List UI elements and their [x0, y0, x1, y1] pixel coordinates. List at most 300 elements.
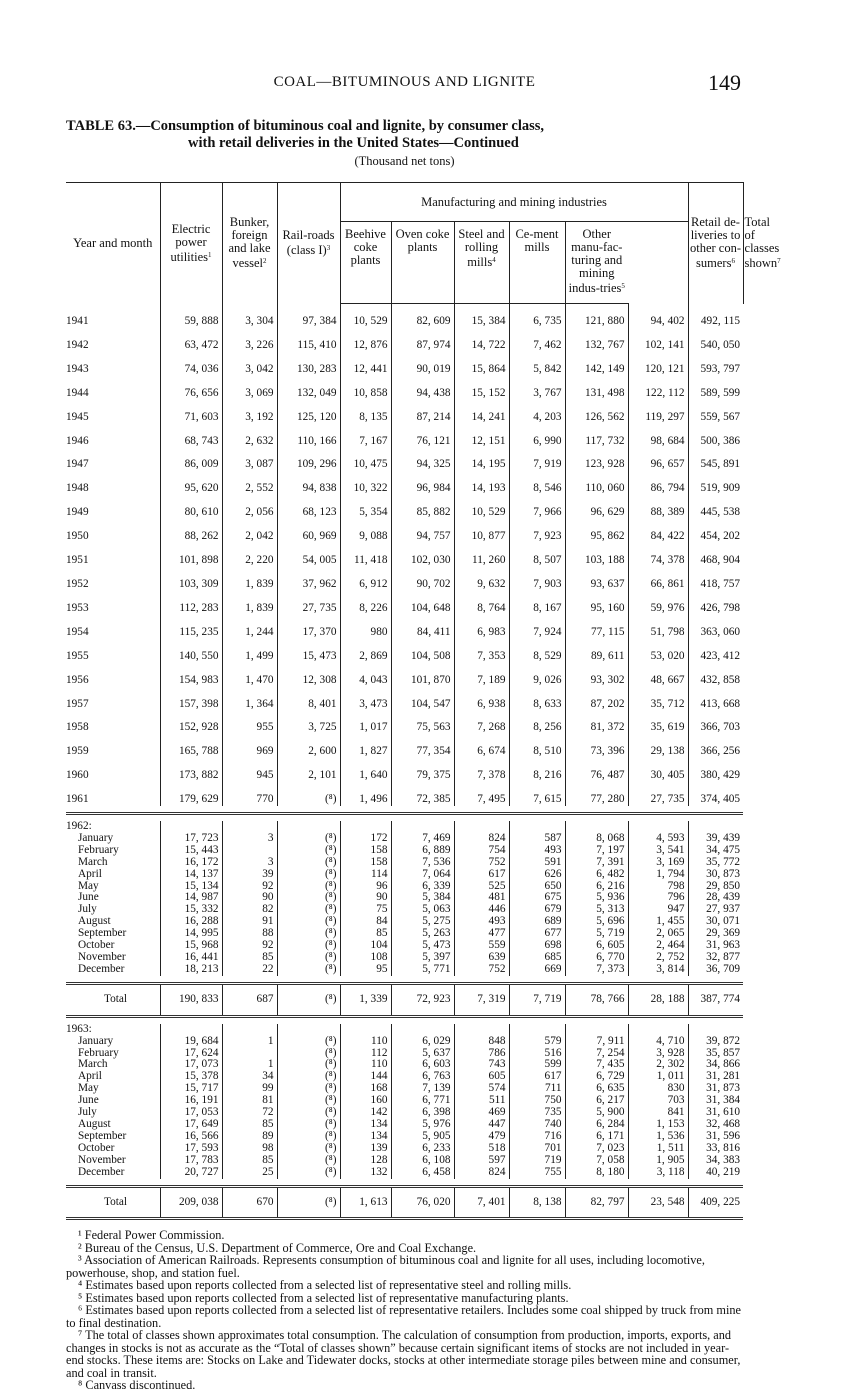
table-cell: 599: [509, 1059, 565, 1071]
table-cell: 51, 798: [628, 615, 688, 639]
table-cell: 824: [454, 1167, 509, 1179]
table-cell: 110, 060: [565, 471, 628, 495]
row-label: September: [78, 927, 127, 940]
table-cell: 27, 735: [277, 591, 340, 615]
footnote-7: ⁷ The total of classes shown approximates total consumption. The calculation of consumption from production, imports, exports, and changes in stocks is not as accurate as the “Total of classes shown” because certain significant items of stocks are not included in year-end stocks. These items are: Stocks on Lake and Tidewater docks, stocks at other intermediate storage piles between mine and consumer, and coal in transit.: [66, 1328, 741, 1380]
table-cell: 7, 139: [391, 1083, 454, 1095]
table-row: [66, 904, 743, 916]
table-cell: 104, 648: [391, 591, 454, 615]
table-cell: 8, 216: [509, 758, 565, 782]
table-cell: 841: [628, 1107, 688, 1119]
table-cell: 72, 923: [391, 985, 454, 1016]
table-cell: 7, 064: [391, 869, 454, 881]
table-cell: [222, 845, 277, 857]
table-cell: 14, 193: [454, 471, 509, 495]
table-cell: 72: [222, 1107, 277, 1119]
table-cell: 7, 615: [509, 782, 565, 806]
table-row: [66, 663, 743, 687]
table-cell: 593, 797: [688, 352, 743, 376]
table-cell: 12, 441: [340, 352, 391, 376]
table-cell: 74, 378: [628, 543, 688, 567]
table-cell: 1, 244: [222, 615, 277, 639]
table-cell: 7, 189: [454, 663, 509, 687]
table-cell: 7, 373: [565, 964, 628, 976]
table-cell: 3, 814: [628, 964, 688, 976]
table-cell: 15, 384: [454, 304, 509, 328]
table-cell: 66, 861: [628, 567, 688, 591]
table-cell: 2, 056: [222, 495, 277, 519]
table-cell: 15, 378: [160, 1071, 222, 1083]
row-label: 1946: [66, 434, 89, 447]
table-cell: (⁸): [277, 1119, 340, 1131]
table-cell: 16, 191: [160, 1095, 222, 1107]
table-cell: 7, 401: [454, 1188, 509, 1219]
table-cell: 17, 593: [160, 1143, 222, 1155]
table-row: [66, 447, 743, 471]
row-label: February: [78, 1046, 119, 1059]
table-cell: 48, 667: [628, 663, 688, 687]
table-cell: 8, 135: [340, 400, 391, 424]
table-row: [66, 857, 743, 869]
table-cell: 92: [222, 940, 277, 952]
table-cell: (⁸): [277, 1059, 340, 1071]
row-label: 1949: [66, 506, 89, 519]
table-cell: 1, 839: [222, 567, 277, 591]
table-cell: 701: [509, 1143, 565, 1155]
table-row: [66, 519, 743, 543]
col-header-oven: Oven coke plants: [391, 222, 454, 304]
table-cell: 6, 339: [391, 881, 454, 893]
row-label: 1955: [66, 649, 89, 662]
table-cell: 112, 283: [160, 591, 222, 615]
table-cell: 165, 788: [160, 734, 222, 758]
table-cell: 5, 842: [509, 352, 565, 376]
table-cell: 518: [454, 1143, 509, 1155]
table-cell: 716: [509, 1131, 565, 1143]
table-cell: 179, 629: [160, 782, 222, 806]
table-cell: 830: [628, 1083, 688, 1095]
table-cell: 2, 464: [628, 940, 688, 952]
table-cell: 119, 297: [628, 400, 688, 424]
table-cell: 90, 702: [391, 567, 454, 591]
table-cell: 7, 923: [509, 519, 565, 543]
table-cell: 516: [509, 1048, 565, 1060]
table-cell: 3, 928: [628, 1048, 688, 1060]
monthly-rows-1963: [66, 1036, 743, 1186]
table-cell: 97, 384: [277, 304, 340, 328]
table-cell: 2, 065: [628, 928, 688, 940]
table-cell: (⁸): [277, 916, 340, 928]
table-cell: 82, 609: [391, 304, 454, 328]
table-cell: 426, 798: [688, 591, 743, 615]
table-cell: 7, 197: [565, 845, 628, 857]
table-row: [66, 376, 743, 400]
table-cell: 5, 063: [391, 904, 454, 916]
table-cell: 446: [454, 904, 509, 916]
table-cell: 16, 288: [160, 916, 222, 928]
table-cell: 80, 610: [160, 495, 222, 519]
table-row: [66, 1048, 743, 1060]
table-cell: 6, 398: [391, 1107, 454, 1119]
table-row: [66, 591, 743, 615]
row-label: February: [78, 843, 119, 856]
table-cell: 5, 976: [391, 1119, 454, 1131]
table-cell: 9, 088: [340, 519, 391, 543]
table-cell: 6, 938: [454, 687, 509, 711]
table-cell: 5, 313: [565, 904, 628, 916]
table-row: [66, 845, 743, 857]
table-cell: 17, 649: [160, 1119, 222, 1131]
table-cell: 132, 049: [277, 376, 340, 400]
table-cell: 8, 507: [509, 543, 565, 567]
table-cell: 101, 898: [160, 543, 222, 567]
table-cell: 468, 904: [688, 543, 743, 567]
row-label: July: [78, 1106, 97, 1119]
table-row: [66, 940, 743, 952]
table-cell: 35, 712: [628, 687, 688, 711]
table-cell: 115, 235: [160, 615, 222, 639]
table-cell: 945: [222, 758, 277, 782]
table-cell: 689: [509, 916, 565, 928]
table-cell: 85: [222, 952, 277, 964]
table-cell: 90, 019: [391, 352, 454, 376]
table-cell: 479: [454, 1131, 509, 1143]
table-cell: 7, 911: [565, 1036, 628, 1048]
table-cell: 17, 723: [160, 833, 222, 845]
table-cell: 140, 550: [160, 639, 222, 663]
table-cell: 6, 482: [565, 869, 628, 881]
table-cell: 4, 043: [340, 663, 391, 687]
table-cell: 743: [454, 1059, 509, 1071]
table-cell: 87, 214: [391, 400, 454, 424]
consumption-table: Year and month Electric power utilities$^1$ Bunker, foreign and lake vessel$^2$ Rail-roads (class I)$^3$ Manufacturing and mining industries Retail de-liveries to other con-sumers$^6$ Total of classes shown$^7$ Beehive coke plants Oven coke plants Steel and rolling mills$^4$ Ce-ment mills Other manu-fac-turing and mining indus-tries$^5$ 1941 59, 888 3, 304 97, 384 10, 529 82, 609 15, 384 6, 735 121, 880 94, 402 492, 115 1942 63, 472 3, 226 115, 410 12, 876 87, 974 14, 722 7, 462 132, 767 102, 141 540, 050 1943 74, 036 3, 042 130, 283 12, 441 90, 019 15, 864 5, 842 142, 149 120, 121 593, 797 1944 76, 656 3, 069 132, 049 10, 858 94, 438 15, 152 3, 767 131, 498 122, 112 589, 599 1945 71, 603 3, 192 125, 120 8, 135 87, 214 14, 241 4, 203 126, 562 119, 297 559, 567 1946 68, 743 2, 632 110, 166 7, 167 76, 121 12, 151 6, 990 117, 732 98, 684 500, 386 1947 86, 009 3, 087 109, 296 10, 475 94, 325 14, 195 7, 919 123, 928 96, 657 545, 891 1948 95, 620 2, 552 94, 838 10, 322 96, 984 14, 193 8, 546 110, 060 86, 794 519, 909 1949 80, 610 2, 056 68, 123 5, 354 85, 882 10, 529 7, 966 96, 629 88, 389 445, 538 1950 88, 262 2, 042 60, 969 9, 088 94, 757 10, 877 7, 923 95, 862 84, 422 454, 202 1951 101, 898 2, 220 54, 005 11, 418 102, 030 11, 260 8, 507 103, 188 74, 378 468, 904 1952 103, 309 1, 839 37, 962 6, 912 90, 702 9, 632 7, 903 93, 637 66, 861 418, 757 1953 112, 283 1, 839 27, 735 8, 226 104, 648 8, 764 8, 167 95, 160 59, 976 426, 798 1954 115, 235 1, 244 17, 370 980 84, 411 6, 983 7, 924 77, 115 51, 798 363, 060 1955 140, 550 1, 499 15, 473 2, 869 104, 508 7, 353 8, 529 89, 611 53, 020 423, 412 1956 154, 983 1, 470 12, 308 4, 043 101, 870 7, 189 9, 026 93, 302 48, 667 432, 858 1957 157, 398 1, 364 8, 401 3, 473 104, 547 6, 938 8, 633 87, 202 35, 712 413, 668 1958 152, 928 955 3, 725 1, 017 75, 563 7, 268 8, 256 81, 372 35, 619 366, 703 1959 165, 788 969 2, 600 1, 827 77, 354 6, 674 8, 510 73, 396 29, 138 366, 256 1960 173, 882 945 2, 101 1, 640 79, 375 7, 378 8, 216 76, 487 30, 405 380, 429 1961 179, 629 770 (⁸) 1, 496 72, 385 7, 495 7, 615 77, 280 27, 735 374, 405 1962: January 17, 723 3 (⁸) 172 7, 469 824 587 8, 068 4, 593 39, 439 February 15, 443 (⁸) 158 6, 889 754 493 7, 197 3, 541 34, 475 March 16, 172 3 (⁸) 158 7, 536 752 591 7, 391 3, 169 35, 772 April 14, 137 39 (⁸) 114 7, 064 617 626 6, 482 1, 794 30, 873 May 15, 134 92 (⁸) 96 6, 339 525 650 6, 216 798 29, 850 June 14, 987 90 (⁸) 90 5, 384 481 675 5, 936 796 28, 439 July 15, 332 82 (⁸) 75 5, 063 446 679 5, 313 947 27, 937 August 16, 288 91 (⁸) 84 5, 275 493 689 5, 696 1, 455 30, 071 September 14, 995 88 (⁸) 85 5, 263 477 677 5, 719 2, 065 29, 369 October 15, 968 92 (⁸) 104 5, 473 559 698 6, 605 2, 464 31, 963 November 16, 441 85 (⁸) 108 5, 397 639 685 6, 770 2, 752 32, 877 December 18, 213 22 (⁸) 95 5, 771 752 669 7, 373 3, 814 36, 709 Total 190, 833 687 (⁸) 1, 339 72, 923 7, 319 7, 719 78, 766 28, 188 387, 774 1963: January 19, 684 1 (⁸) 110 6, 029 848 579 7, 911 4, 710 39, 872 February 17, 624 (⁸) 112 5, 637 786 516 7, 254 3, 928 35, 857 March 17, 073 1 (⁸) 110 6, 603 743 599 7, 435 2, 302 34, 866 April 15, 378 34 (⁸) 144 6, 763 605 617 6, 729 1, 011 31, 281 May 15, 717 99 (⁸) 168 7, 139 574 711 6, 635 830 31, 873 June 16, 191 81 (⁸) 160 6, 771 511 750 6, 217 703 31, 384 July 17, 053 72 (⁸) 142 6, 398 469 735 5, 900 841 31, 610 August 17, 649 85 (⁸) 134 5, 976 447 740 6, 284 1, 153 32, 468 September 16, 566 89 (⁸) 134 5, 905 479 716 6, 171 1, 536 31, 596 October 17, 593 98 (⁸) 139 6, 233 518 701 7, 023 1, 511 33, 816 November 17, 783 85 (⁸) 128 6, 108 597 719 7, 058 1, 905 34, 383 December 20, 727 25 (⁸) 132 6, 458 824 755 8, 180 3, 118 40, 219 Total 209, 038 670 (⁸) 1, 613 76, 020 7, 401 8, 138 82, 797 23, 548 409, 225: [66, 182, 743, 1220]
table-cell: 123, 928: [565, 447, 628, 471]
table-cell: 142: [340, 1107, 391, 1119]
table-cell: 27, 735: [628, 782, 688, 806]
table-cell: 2, 600: [277, 734, 340, 758]
table-row: [66, 543, 743, 567]
table-cell: 32, 877: [688, 952, 743, 964]
table-cell: 152, 928: [160, 710, 222, 734]
table-row: [66, 1083, 743, 1095]
table-cell: 94, 438: [391, 376, 454, 400]
table-cell: 5, 354: [340, 495, 391, 519]
table-row: [66, 1131, 743, 1143]
table-cell: 85: [222, 1119, 277, 1131]
table-cell: 650: [509, 881, 565, 893]
table-cell: 95, 862: [565, 519, 628, 543]
table-cell: 28, 188: [628, 985, 688, 1016]
table-cell: 6, 108: [391, 1155, 454, 1167]
table-cell: 525: [454, 881, 509, 893]
table-cell: 96, 984: [391, 471, 454, 495]
table-cell: 8, 167: [509, 591, 565, 615]
table-cell: 6, 029: [391, 1036, 454, 1048]
table-row: [66, 916, 743, 928]
table-cell: 15, 152: [454, 376, 509, 400]
table-cell: 12, 876: [340, 328, 391, 352]
table-cell: 750: [509, 1095, 565, 1107]
table-cell: 6, 983: [454, 615, 509, 639]
table-row: [66, 1107, 743, 1119]
table-cell: 134: [340, 1119, 391, 1131]
table-row: [66, 734, 743, 758]
monthly-rows-1962: [66, 833, 743, 983]
table-cell: 8, 546: [509, 471, 565, 495]
table-cell: 617: [454, 869, 509, 881]
running-head: [66, 70, 743, 100]
table-cell: 15, 717: [160, 1083, 222, 1095]
row-label: 1960: [66, 769, 89, 782]
table-cell: (⁸): [277, 1095, 340, 1107]
table-cell: 14, 995: [160, 928, 222, 940]
table-cell: 37, 962: [277, 567, 340, 591]
table-cell: 90: [340, 892, 391, 904]
table-cell: 6, 217: [565, 1095, 628, 1107]
table-cell: 2, 552: [222, 471, 277, 495]
table-cell: 677: [509, 928, 565, 940]
footnote-5: ⁵ Estimates based upon reports collected from a selected list of representative manufacturing plants.: [78, 1290, 569, 1305]
table-cell: 7, 919: [509, 447, 565, 471]
table-cell: 703: [628, 1095, 688, 1107]
table-cell: (⁸): [277, 964, 340, 976]
row-label: September: [78, 1129, 127, 1142]
table-cell: 14, 241: [454, 400, 509, 424]
table-cell: 78, 766: [565, 985, 628, 1016]
table-cell: 122, 112: [628, 376, 688, 400]
table-cell: 3: [222, 833, 277, 845]
table-cell: 492, 115: [688, 304, 743, 328]
table-cell: 980: [340, 615, 391, 639]
table-cell: 17, 370: [277, 615, 340, 639]
table-cell: 104, 508: [391, 639, 454, 663]
row-label: October: [78, 1141, 115, 1154]
table-cell: 94, 757: [391, 519, 454, 543]
table-row: [66, 424, 743, 448]
row-label: June: [78, 1094, 99, 1107]
table-cell: 6, 912: [340, 567, 391, 591]
table-cell: 7, 469: [391, 833, 454, 845]
table-cell: 711: [509, 1083, 565, 1095]
table-cell: 8, 256: [509, 710, 565, 734]
footnote-8: ⁸ Canvass discontinued.: [78, 1378, 196, 1392]
table-cell: 75: [340, 904, 391, 916]
table-cell: 86, 009: [160, 447, 222, 471]
table-cell: 126, 562: [565, 400, 628, 424]
table-cell: 3, 725: [277, 710, 340, 734]
table-cell: 1, 364: [222, 687, 277, 711]
table-cell: 7, 924: [509, 615, 565, 639]
table-cell: 157, 398: [160, 687, 222, 711]
table-row: [66, 952, 743, 964]
table-cell: 740: [509, 1119, 565, 1131]
row-label: March: [78, 1058, 108, 1071]
table-cell: 39, 439: [688, 833, 743, 845]
table-cell: 5, 771: [391, 964, 454, 976]
table-cell: 8, 510: [509, 734, 565, 758]
table-row: [66, 892, 743, 904]
row-label: 1950: [66, 530, 89, 543]
table-cell: 172: [340, 833, 391, 845]
table-cell: 87, 202: [565, 687, 628, 711]
table-cell: 99: [222, 1083, 277, 1095]
table-cell: 15, 443: [160, 845, 222, 857]
table-cell: 12, 308: [277, 663, 340, 687]
table-cell: 158: [340, 857, 391, 869]
table-cell: 98, 684: [628, 424, 688, 448]
table-cell: 786: [454, 1048, 509, 1060]
table-cell: 477: [454, 928, 509, 940]
table-cell: 519, 909: [688, 471, 743, 495]
table-cell: 39: [222, 869, 277, 881]
footnote-1: ¹ Federal Power Commission.: [78, 1228, 225, 1243]
table-cell: 39, 872: [688, 1036, 743, 1048]
table-cell: 77, 115: [565, 615, 628, 639]
table-cell: 130, 283: [277, 352, 340, 376]
row-label: 1953: [66, 601, 89, 614]
table-cell: 8, 529: [509, 639, 565, 663]
table-cell: (⁸): [277, 952, 340, 964]
table-cell: 1, 499: [222, 639, 277, 663]
table-row: [66, 1095, 743, 1107]
table-cell: 121, 880: [565, 304, 628, 328]
row-label: January: [78, 831, 114, 844]
table-cell: 5, 936: [565, 892, 628, 904]
table-cell: 626: [509, 869, 565, 881]
table-cell: 82: [222, 904, 277, 916]
table-cell: (⁸): [277, 904, 340, 916]
table-cell: (⁸): [277, 1188, 340, 1219]
table-cell: 8, 633: [509, 687, 565, 711]
footnote-6: ⁶ Estimates based upon reports collected from a selected list of representative retailers. Includes some coal shipped by truck from mine to final destination.: [66, 1303, 741, 1330]
row-label: Total: [104, 1195, 128, 1208]
table-cell: 6, 729: [565, 1071, 628, 1083]
row-label: October: [78, 939, 115, 952]
table-cell: 115, 410: [277, 328, 340, 352]
total-row: [66, 1188, 743, 1219]
table-cell: 17, 073: [160, 1059, 222, 1071]
table-cell: 142, 149: [565, 352, 628, 376]
table-cell: 85: [222, 1155, 277, 1167]
table-cell: 579: [509, 1036, 565, 1048]
col-group-manufacturing: Manufacturing and mining industries: [340, 183, 688, 222]
table-row: [66, 1119, 743, 1131]
table-cell: 31, 873: [688, 1083, 743, 1095]
table-cell: 160: [340, 1095, 391, 1107]
table-cell: 719: [509, 1155, 565, 1167]
table-cell: 76, 020: [391, 1188, 454, 1219]
table-cell: 34, 475: [688, 845, 743, 857]
table-row: [66, 352, 743, 376]
table-row: [66, 758, 743, 782]
table-cell: (⁸): [277, 1143, 340, 1155]
table-cell: 158: [340, 845, 391, 857]
table-row: [66, 833, 743, 845]
table-cell: 5, 263: [391, 928, 454, 940]
table-cell: 3, 169: [628, 857, 688, 869]
table-cell: 3, 541: [628, 845, 688, 857]
table-cell: 86, 794: [628, 471, 688, 495]
table-cell: 432, 858: [688, 663, 743, 687]
table-cell: 15, 473: [277, 639, 340, 663]
table-row: [66, 328, 743, 352]
table-cell: 17, 053: [160, 1107, 222, 1119]
table-cell: 1, 511: [628, 1143, 688, 1155]
table-cell: 81: [222, 1095, 277, 1107]
row-label: December: [78, 1165, 125, 1178]
table-cell: 7, 536: [391, 857, 454, 869]
table-cell: 7, 167: [340, 424, 391, 448]
table-cell: 101, 870: [391, 663, 454, 687]
table-row: [66, 964, 743, 976]
table-cell: 96, 629: [565, 495, 628, 519]
table-cell: (⁸): [277, 1048, 340, 1060]
table-cell: 190, 833: [160, 985, 222, 1016]
row-label: July: [78, 903, 97, 916]
table-cell: 752: [454, 964, 509, 976]
table-cell: 128: [340, 1155, 391, 1167]
table-cell: 94, 325: [391, 447, 454, 471]
table-cell: 30, 405: [628, 758, 688, 782]
table-cell: 109, 296: [277, 447, 340, 471]
table-cell: 32, 468: [688, 1119, 743, 1131]
row-label: June: [78, 891, 99, 904]
table-cell: (⁸): [277, 857, 340, 869]
table-cell: 34, 383: [688, 1155, 743, 1167]
row-label: 1956: [66, 673, 89, 686]
table-cell: 7, 378: [454, 758, 509, 782]
table-cell: 2, 220: [222, 543, 277, 567]
table-cell: 366, 256: [688, 734, 743, 758]
table-cell: 16, 441: [160, 952, 222, 964]
table-cell: 6, 990: [509, 424, 565, 448]
table-cell: 559, 567: [688, 400, 743, 424]
table-cell: 2, 042: [222, 519, 277, 543]
table-cell: 8, 068: [565, 833, 628, 845]
table-cell: 22: [222, 964, 277, 976]
row-label: 1941: [66, 314, 89, 327]
table-cell: 35, 619: [628, 710, 688, 734]
table-cell: 84: [340, 916, 391, 928]
table-cell: 3, 069: [222, 376, 277, 400]
footnote-4: ⁴ Estimates based upon reports collected from a selected list of representative steel and rolling mills.: [78, 1278, 572, 1293]
table-cell: 6, 763: [391, 1071, 454, 1083]
table-cell: 104: [340, 940, 391, 952]
table-cell: 20, 727: [160, 1167, 222, 1179]
table-cell: 469: [454, 1107, 509, 1119]
table-row: [66, 782, 743, 806]
annual-rows: [66, 304, 743, 814]
row-label: December: [78, 962, 125, 975]
total-1963: [66, 1186, 743, 1220]
table-cell: 597: [454, 1155, 509, 1167]
table-cell: 31, 963: [688, 940, 743, 952]
row-label: 1945: [66, 410, 89, 423]
table-row: [66, 304, 743, 328]
col-header-retail: Retail de-liveries to other con-sumers$^6$: [688, 183, 743, 304]
footnote-3: ³ Association of American Railroads. Represents consumption of bituminous coal and lignite for all uses, including locomotive, powerhouse, shop, and station fuel.: [66, 1253, 705, 1280]
table-cell: 95, 160: [565, 591, 628, 615]
table-cell: 387, 774: [688, 985, 743, 1016]
table-cell: 3, 473: [340, 687, 391, 711]
table-cell: 639: [454, 952, 509, 964]
table-cell: 6, 735: [509, 304, 565, 328]
table-row: [66, 1071, 743, 1083]
table-cell: 7, 903: [509, 567, 565, 591]
table-cell: 5, 384: [391, 892, 454, 904]
table-cell: 18, 213: [160, 964, 222, 976]
table-cell: 93, 637: [565, 567, 628, 591]
